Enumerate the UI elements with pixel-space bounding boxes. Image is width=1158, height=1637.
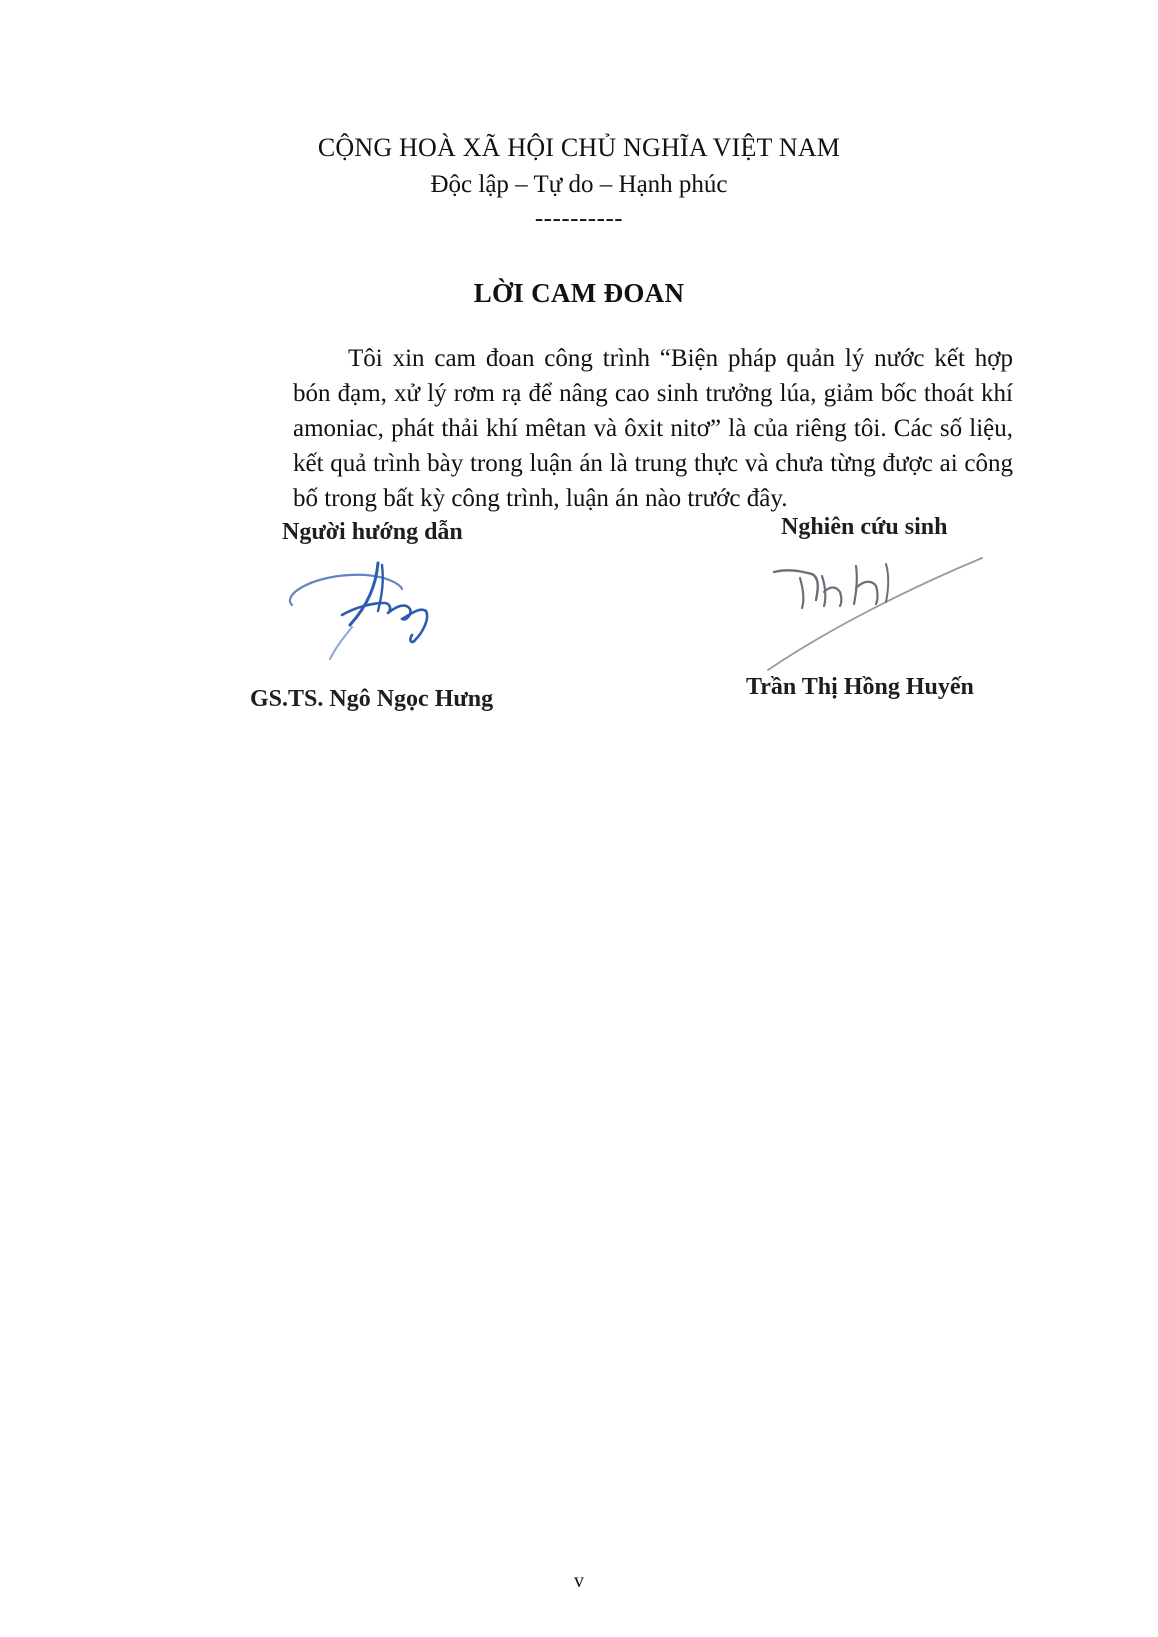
declaration-paragraph: Tôi xin cam đoan công trình “Biện pháp quản lý nước kết hợp bón đạm, xử lý rơm rạ để nâng cao sinh trưởng lúa, giảm bốc thoát khí amoniac, phát thải khí mêtan và ôxit nitơ” là của riêng tôi. Các số liệu, kết quả trình bày trong luận án là trung thực và chưa từng được ai công bố trong bất kỳ công trình, luận án nào trước đây. bbox=[293, 345, 1013, 512]
student-signature bbox=[760, 548, 990, 678]
supervisor-signature bbox=[280, 555, 450, 665]
nation-heading: CỘNG HOÀ XÃ HỘI CHỦ NGHĨA VIỆT NAM bbox=[317, 133, 841, 162]
supervisor-role-label: Người hướng dẫn bbox=[282, 519, 463, 545]
document-title: LỜI CAM ĐOAN bbox=[473, 278, 685, 308]
student-role-label: Nghiên cứu sinh bbox=[781, 514, 948, 540]
page-number: v bbox=[574, 1570, 584, 1592]
supervisor-name: GS.TS. Ngô Ngọc Hưng bbox=[250, 686, 494, 712]
student-name: Trần Thị Hồng Huyến bbox=[746, 674, 974, 700]
separator-line: ---------- bbox=[534, 205, 624, 232]
motto-line: Độc lập – Tự do – Hạnh phúc bbox=[430, 171, 728, 198]
